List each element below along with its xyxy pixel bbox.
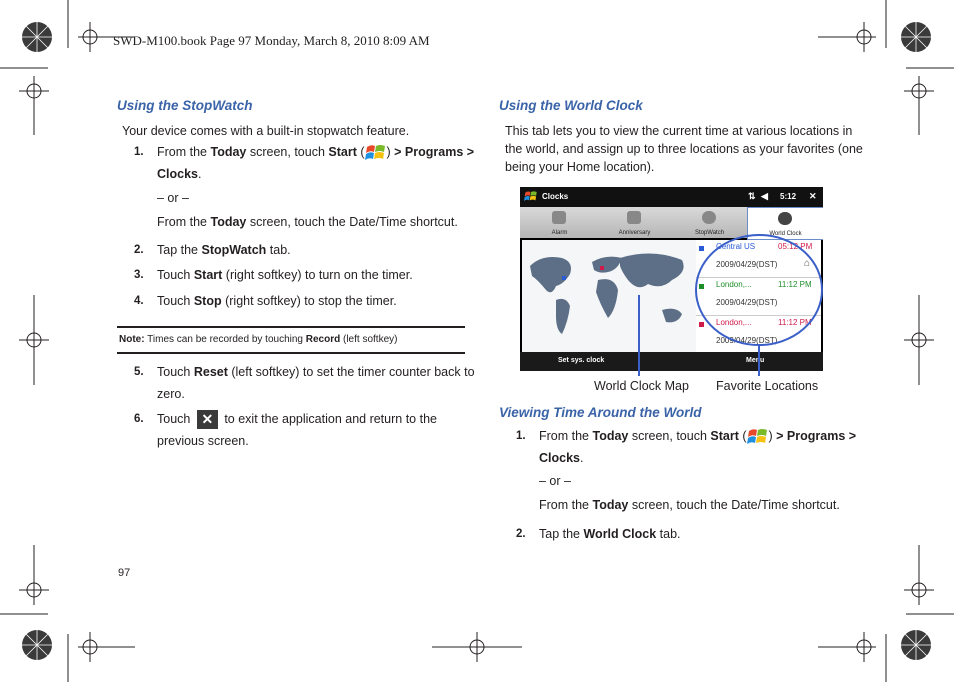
left-softkey[interactable]: Set sys. clock bbox=[558, 357, 605, 364]
tab-label: Anniversary bbox=[618, 230, 651, 236]
step-number: 5. bbox=[134, 366, 144, 378]
close-icon[interactable]: ✕ bbox=[809, 191, 817, 201]
text: (right softkey) to stop the timer. bbox=[221, 294, 397, 308]
caption-world-clock-map: World Clock Map bbox=[594, 379, 689, 393]
text: tab. bbox=[266, 243, 291, 257]
text: screen, touch bbox=[246, 145, 329, 159]
text: Touch bbox=[157, 294, 194, 308]
text: screen, touch bbox=[628, 429, 711, 443]
location-item[interactable] bbox=[696, 240, 821, 278]
location-item[interactable] bbox=[696, 278, 821, 316]
text: From the bbox=[539, 429, 593, 443]
location-city: Central US bbox=[716, 242, 756, 251]
or-separator: – or – bbox=[157, 191, 189, 205]
location-item[interactable] bbox=[696, 316, 821, 353]
section-heading-stopwatch: Using the StopWatch bbox=[117, 98, 253, 113]
or-separator: – or – bbox=[539, 474, 571, 488]
world-map-graphic bbox=[522, 240, 696, 352]
location-time: 11:12 PM bbox=[778, 280, 812, 289]
text: previous screen. bbox=[157, 434, 249, 448]
close-icon: ✕ bbox=[197, 410, 218, 429]
text: ) bbox=[386, 145, 395, 159]
stopwatch-step-4 bbox=[134, 290, 474, 312]
location-city: London,... bbox=[716, 318, 752, 327]
stopwatch-step-3 bbox=[134, 264, 474, 286]
text: the world, and assign up to three locations as your favorites (one bbox=[505, 142, 863, 156]
text: Times can be recorded by touching bbox=[144, 334, 306, 345]
alarm-icon bbox=[552, 211, 566, 224]
text-bold: Start bbox=[328, 145, 357, 159]
text: ) bbox=[768, 429, 777, 443]
text: screen, touch the Date/Time shortcut. bbox=[628, 498, 840, 512]
softkey-bar bbox=[520, 352, 823, 371]
text: ( bbox=[738, 429, 747, 443]
text: (left softkey) bbox=[340, 334, 398, 345]
text: . bbox=[580, 451, 584, 465]
location-date: 2009/04/29(DST) bbox=[716, 260, 778, 269]
windows-start-icon bbox=[524, 190, 538, 203]
text: tab. bbox=[656, 527, 681, 541]
app-title: Clocks bbox=[542, 192, 569, 201]
note-rule-top bbox=[117, 326, 465, 328]
text-bold: Reset bbox=[193, 365, 228, 379]
home-icon[interactable]: ⌂ bbox=[804, 258, 811, 269]
step-number: 2. bbox=[516, 528, 526, 540]
step-number: 3. bbox=[134, 269, 144, 281]
note-rule-bottom bbox=[117, 352, 465, 354]
text: From the bbox=[157, 215, 211, 229]
text-bold: Start bbox=[710, 429, 739, 443]
text-bold: Start bbox=[193, 268, 223, 282]
text: to exit the application and return to the bbox=[224, 412, 437, 426]
world-clock-map[interactable] bbox=[522, 240, 696, 352]
location-marker-icon bbox=[699, 246, 704, 251]
location-marker-icon bbox=[699, 284, 704, 289]
volume-icon: ◀ bbox=[761, 191, 768, 201]
world-clock-step-2 bbox=[516, 523, 896, 545]
text: From the bbox=[539, 498, 593, 512]
note-label: Note: bbox=[119, 334, 145, 345]
stopwatch-icon bbox=[702, 211, 716, 224]
step-number: 6. bbox=[134, 413, 144, 425]
tab-anniversary[interactable] bbox=[597, 207, 672, 238]
step-number: 4. bbox=[134, 295, 144, 307]
text-bold: > Programs > bbox=[394, 145, 475, 159]
text: ( bbox=[356, 145, 365, 159]
location-date: 2009/04/29(DST) bbox=[716, 336, 778, 345]
text-bold: Clocks bbox=[539, 451, 580, 465]
windows-start-icon bbox=[747, 427, 769, 447]
text-bold: Clocks bbox=[157, 167, 198, 181]
text: (left softkey) to set the timer counter back to bbox=[227, 365, 475, 379]
location-time: 05:12 PM bbox=[778, 242, 813, 251]
world-clock-intro bbox=[505, 122, 863, 176]
world-clock-alt-step bbox=[539, 496, 840, 514]
text: (right softkey) to turn on the timer. bbox=[222, 268, 413, 282]
note bbox=[119, 334, 397, 345]
signal-icon: ⇅ bbox=[748, 191, 756, 201]
text-bold: StopWatch bbox=[201, 243, 267, 257]
clock-tabs bbox=[520, 207, 823, 238]
text-bold: World Clock bbox=[583, 527, 657, 541]
tab-alarm[interactable] bbox=[522, 207, 597, 238]
text: being your Home location). bbox=[505, 160, 655, 174]
text-bold: Today bbox=[210, 145, 247, 159]
text-bold: > Programs > bbox=[776, 429, 857, 443]
text-bold: Today bbox=[592, 429, 629, 443]
step-number: 1. bbox=[134, 146, 144, 158]
stopwatch-step-1 bbox=[134, 141, 474, 189]
location-marker-icon bbox=[699, 322, 704, 327]
right-softkey[interactable]: Menu bbox=[746, 357, 765, 364]
text: From the bbox=[157, 145, 211, 159]
stopwatch-step-6 bbox=[134, 408, 474, 452]
stopwatch-step-5 bbox=[134, 361, 474, 405]
page-number: 97 bbox=[118, 567, 131, 579]
caption-favorite-locations: Favorite Locations bbox=[716, 379, 819, 393]
tab-label: StopWatch bbox=[694, 230, 725, 236]
stopwatch-alt-step bbox=[157, 213, 458, 231]
text-bold: Stop bbox=[193, 294, 222, 308]
clock-time: 5:12 bbox=[780, 192, 797, 201]
globe-icon bbox=[778, 212, 792, 225]
section-heading-world-clock: Using the World Clock bbox=[499, 98, 643, 113]
location-date: 2009/04/29(DST) bbox=[716, 298, 778, 307]
book-header: SWD-M100.book Page 97 Monday, March 8, 2010 8:09 AM bbox=[113, 33, 430, 48]
text-bold: Record bbox=[305, 334, 341, 345]
location-time: 11:12 PM bbox=[778, 318, 812, 327]
text: zero. bbox=[157, 387, 185, 401]
text: This tab lets you to view the current time at various locations in bbox=[505, 124, 853, 138]
title-bar bbox=[520, 187, 823, 207]
text: . bbox=[198, 167, 202, 181]
text-bold: Today bbox=[592, 498, 629, 512]
text: Tap the bbox=[157, 243, 202, 257]
tab-label: Alarm bbox=[551, 230, 568, 236]
text: screen, touch the Date/Time shortcut. bbox=[246, 215, 458, 229]
text: Tap the bbox=[539, 527, 584, 541]
stopwatch-intro: Your device comes with a built-in stopwatch feature. bbox=[122, 124, 410, 138]
step-number: 2. bbox=[134, 244, 144, 256]
anniversary-icon bbox=[627, 211, 641, 224]
favorite-locations-list bbox=[696, 240, 821, 352]
windows-start-icon bbox=[365, 143, 387, 163]
text: Touch bbox=[157, 412, 191, 426]
location-city: London,... bbox=[716, 280, 752, 289]
tab-stopwatch[interactable] bbox=[672, 207, 747, 238]
tab-label: World Clock bbox=[769, 231, 802, 237]
step-number: 1. bbox=[516, 430, 526, 442]
tab-world-clock[interactable] bbox=[747, 207, 823, 240]
world-clock-step-1 bbox=[516, 425, 896, 473]
text: Touch bbox=[157, 365, 194, 379]
world-clock-screenshot bbox=[520, 187, 823, 371]
text-bold: Today bbox=[210, 215, 247, 229]
section-heading-viewing-time: Viewing Time Around the World bbox=[499, 405, 702, 420]
stopwatch-step-2 bbox=[134, 239, 474, 261]
text: Touch bbox=[157, 268, 194, 282]
